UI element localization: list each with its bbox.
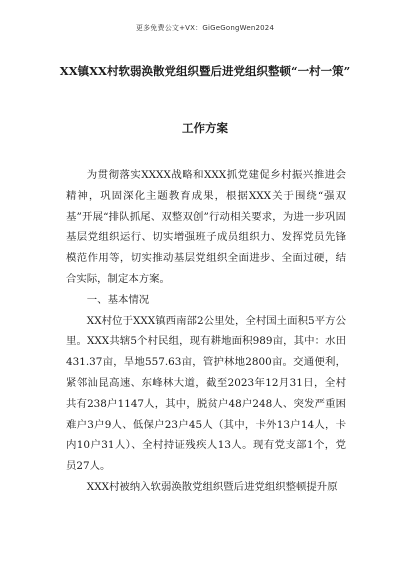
paragraph-village-overview: XX村位于XXX镇西南部2公里处，全村国土面积5平方公里。XXX共辖5个村民组，现有耕地面积989亩，其中：水田431.37亩，旱地557.63亩，管护林地2800亩。交通便利，紧邻汕昆高速、东峰林大道，截至2023年12月31日，全村共有238户1147人，其中，脱贫户48户248人、突发严重困难户3户9人、低保户23户45人（其中，卡外13户14人，卡内10户31人）、全村持证残疾人13人。现有党支部1个，党员27人。	[66, 314, 346, 473]
document-subtitle: 工作方案	[182, 121, 228, 135]
section-heading-basic-info: 一、基本情况	[86, 293, 150, 306]
document-body	[66, 165, 346, 498]
document-title: XX镇XX村软弱涣散党组织暨后进党组织整顿“一村一策”	[59, 64, 351, 78]
paragraph-rectification: XXX村被纳入软弱涣散党组织暨后进党组织整顿提升原	[86, 480, 338, 493]
page-header-watermark: 更多免费公文+VX：GiGeGongWen2024	[135, 24, 275, 32]
paragraph-intro: 为贯彻落实XXXX战略和XXX抓党建促乡村振兴推进会精神，巩固深化主题教育成果，根据XXX关于围绕“强双基”开展“排队抓尾、双整双创”行动相关要求，为进一步巩固基层党组织运行、切实增强班子成员组织力、发挥党员先锋模范作用等，切实推动基层党组织全面进步、全面过硬，结合实际，制定本方案。	[66, 169, 346, 285]
